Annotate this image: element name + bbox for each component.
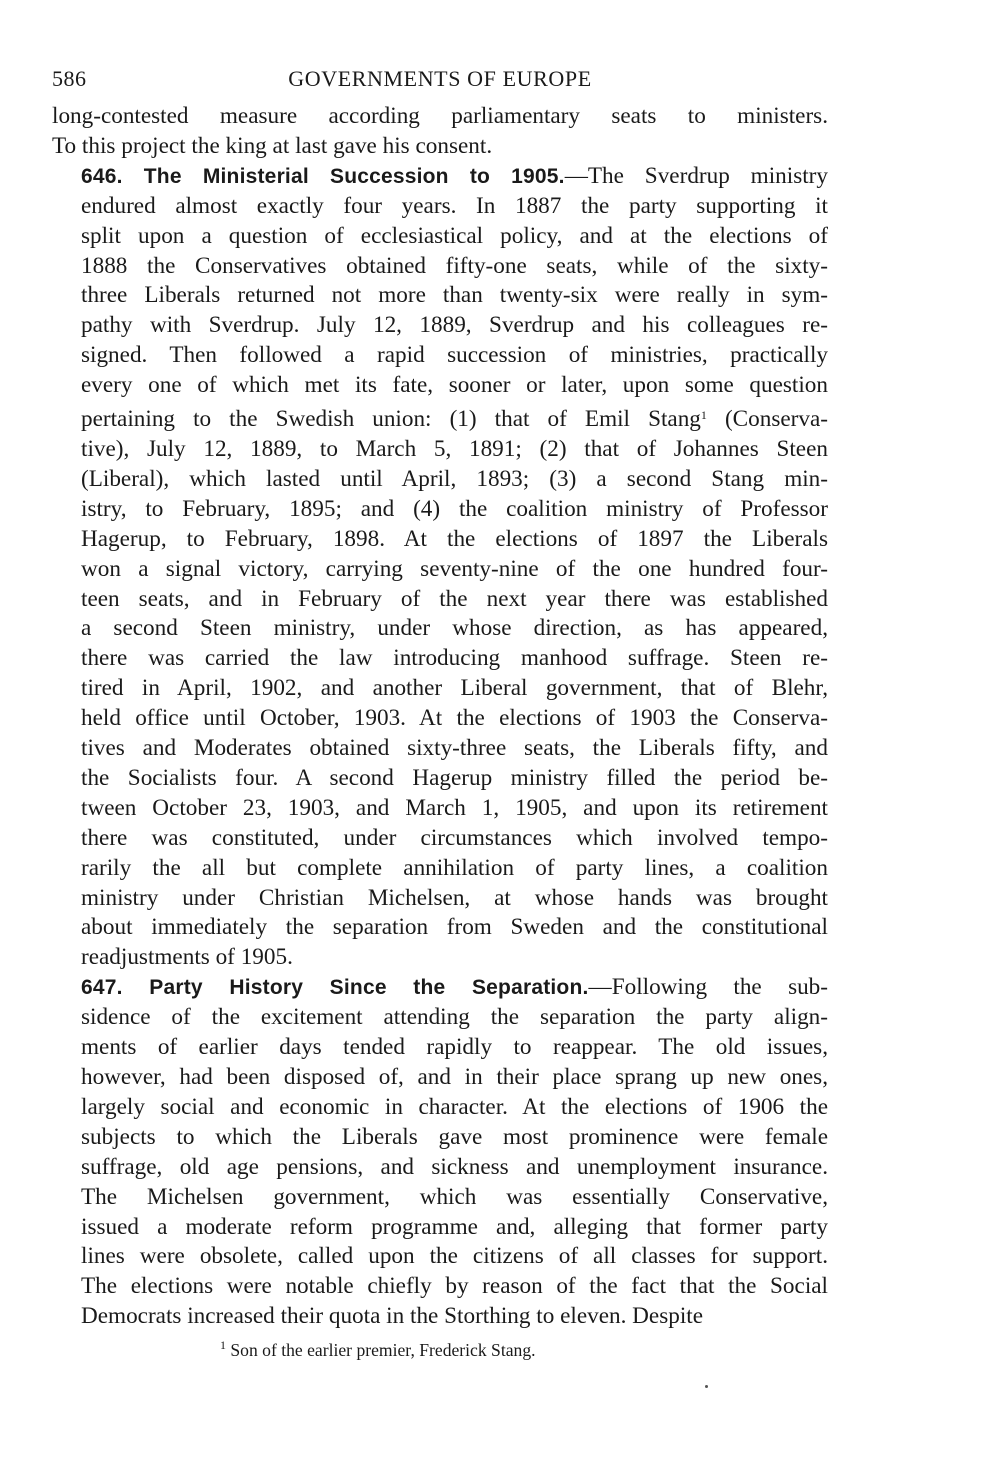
text-line: (Liberal), which lasted until April, 1893; (3) a second Stang min- [81, 465, 828, 492]
text-line: largely social and economic in character. At the elections of 1906 the [81, 1093, 828, 1120]
footnote-reference: 1 [700, 408, 707, 423]
text-line: issued a moderate reform programme and, alleging that former party [81, 1213, 828, 1240]
text-line: teen seats, and in February of the next year there was established [81, 585, 828, 612]
text-line: ments of earlier days tended rapidly to reappear. The old issues, [81, 1034, 828, 1061]
text-line: suffrage, old age pensions, and sickness and unemployment insurance. [81, 1153, 828, 1180]
stray-dot [705, 1385, 708, 1388]
running-head: GOVERNMENTS OF EUROPE [288, 66, 592, 91]
text-line: long-contested measure according parliamentary seats to ministers. [52, 103, 828, 129]
text-line: 647. Party History Since the Separation.—Following the sub- [81, 974, 828, 1001]
text-line: signed. Then followed a rapid succession of ministries, practically [81, 342, 828, 369]
text-line: tween October 23, 1903, and March 1, 1905, and upon its retirement [81, 794, 828, 821]
text-line: To this project the king at last gave his consent. [52, 132, 493, 159]
section-646-heading: 646. The Ministerial Succession to 1905. [81, 164, 565, 188]
text-line: held office until October, 1903. At the elections of 1903 the Conserva- [81, 705, 828, 732]
section-647-paragraph [52, 973, 828, 1332]
text-line: won a signal victory, carrying seventy-nine of the one hundred four- [81, 555, 828, 582]
footnote [52, 1334, 828, 1361]
text-line: endured almost exactly four years. In 1887 the party supporting it [81, 192, 828, 219]
page-header [52, 66, 828, 102]
text-line: 646. The Ministerial Succession to 1905.—The Sverdrup ministry [81, 162, 828, 189]
text-line: The Michelsen government, which was essentially Conservative, [81, 1183, 828, 1210]
text-line: tired in April, 1902, and another Liberal government, that of Blehr, [81, 675, 828, 702]
text-line: subjects to which the Liberals gave most prominence were female [81, 1123, 828, 1150]
text-line: there was carried the law introducing manhood suffrage. Steen re- [81, 645, 828, 672]
text-line: about immediately the separation from Sweden and the constitutional [81, 914, 828, 941]
text-line: pertaining to the Swedish union: (1) that of Emil Stang$^1$ (Conserva- [81, 406, 828, 433]
text-line: however, had been disposed of, and in their place sprang up new ones, [81, 1064, 828, 1090]
footnote-text: Son of the earlier premier, Frederick Stang. [226, 1340, 536, 1361]
section-647-heading: 647. Party History Since the Separation. [81, 976, 589, 1000]
text-line: 1888 the Conservatives obtained fifty-one seats, while of the sixty- [81, 252, 828, 279]
book-page [52, 66, 828, 1361]
text-line: three Liberals returned not more than twenty-six were really in sym- [81, 282, 828, 309]
text-line: rarily the all but complete annihilation of party lines, a coalition [81, 854, 828, 881]
text-line: sidence of the excitement attending the separation the party align- [81, 1004, 828, 1031]
text-line: ministry under Christian Michelsen, at whose hands was brought [81, 884, 828, 911]
text-line: tive), July 12, 1889, to March 5, 1891; (2) that of Johannes Steen [81, 435, 828, 462]
continuation-paragraph [52, 102, 828, 162]
section-646-paragraph [52, 162, 828, 973]
text-line: readjustments of 1905. [81, 944, 293, 971]
text-line: every one of which met its fate, sooner or later, upon some question [81, 372, 828, 399]
text-line: there was constituted, under circumstances which involved tempo- [81, 824, 828, 851]
text-line: istry, to February, 1895; and (4) the coalition ministry of Professor [81, 495, 828, 522]
page-number: 586 [52, 66, 87, 91]
text-line: the Socialists four. A second Hagerup ministry filled the period be- [81, 764, 828, 791]
text-line: The elections were notable chiefly by reason of the fact that the Social [81, 1273, 828, 1300]
text-line: a second Steen ministry, under whose direction, as has appeared, [81, 615, 828, 642]
text-line: lines were obsolete, called upon the citizens of all classes for support. [81, 1243, 828, 1270]
text-line: Democrats increased their quota in the Storthing to eleven. Despite [81, 1303, 704, 1330]
text-line: split upon a question of ecclesiastical policy, and at the elections of [81, 222, 828, 249]
text-line: tives and Moderates obtained sixty-three seats, the Liberals fifty, and [81, 735, 828, 762]
text-line: pathy with Sverdrup. July 12, 1889, Sverdrup and his colleagues re- [81, 312, 828, 339]
text-line: Hagerup, to February, 1898. At the elections of 1897 the Liberals [81, 525, 828, 552]
footnote-mark: 1 [220, 1338, 226, 1353]
